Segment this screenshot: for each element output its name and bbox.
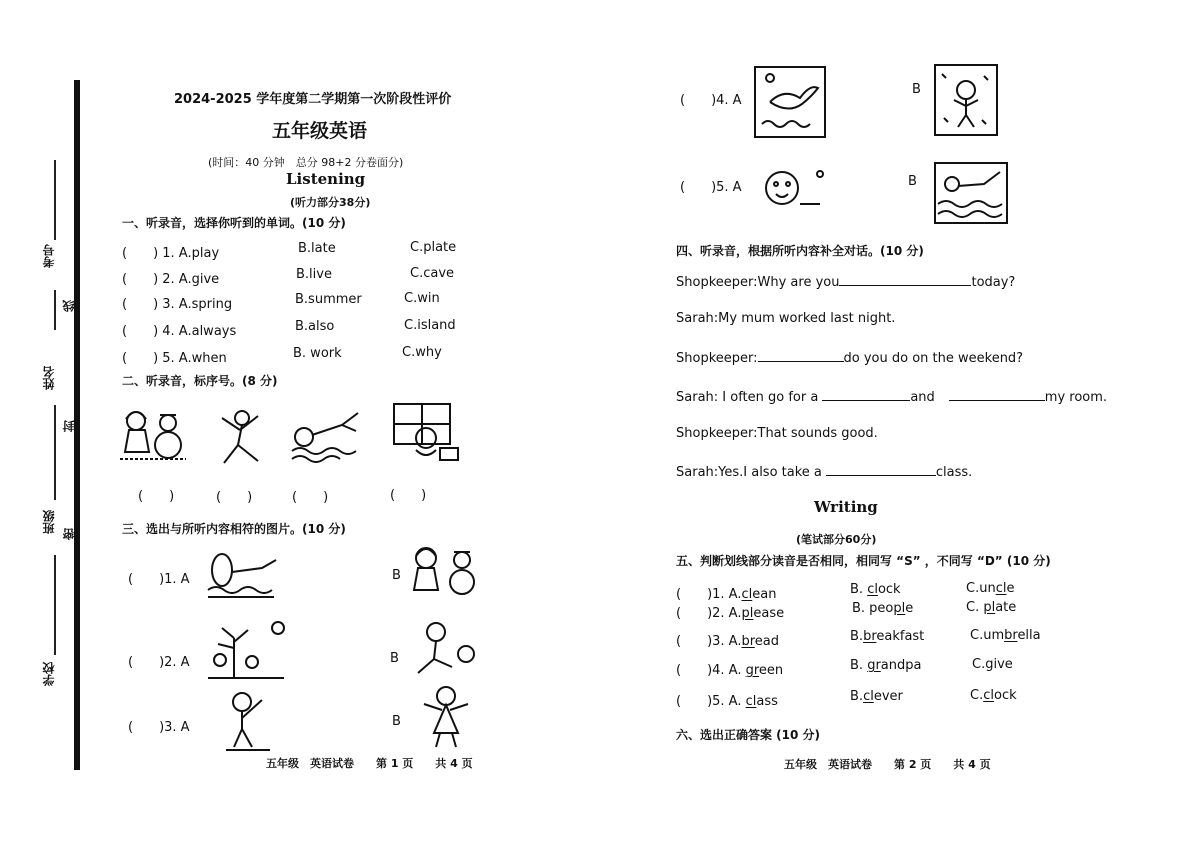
q-option-c: C.give	[972, 657, 1013, 672]
answer-blank[interactable]	[839, 273, 971, 286]
q-number: ( )5. A. class	[676, 694, 778, 709]
kids-snowman-picture	[118, 403, 188, 465]
q-option-b: B. people	[852, 601, 914, 616]
q-option-b: B. work	[293, 346, 342, 361]
q-number: ( )4. A. green	[676, 663, 784, 678]
q-option-b: B.breakfast	[850, 629, 925, 644]
section-2-title: 二、听录音，标序号。(8 分)	[122, 374, 278, 388]
dialogue-line: Sarah:My mum worked last night.	[676, 311, 896, 326]
page-footer-2: 五年级 英语试卷 第 2 页 共 4 页	[784, 758, 991, 771]
q-option-a: ( )3. A	[128, 720, 190, 735]
writing-heading: Writing	[814, 498, 878, 516]
seal-line-char: 线	[62, 300, 76, 312]
answer-bracket: ( )	[390, 488, 427, 503]
boy-at-window-picture	[390, 402, 464, 466]
section-6-title: 六、选出正确答案 (10 分)	[676, 728, 821, 742]
kid-in-leaves-picture	[934, 64, 998, 136]
eating-boy-picture	[754, 164, 828, 216]
exam-title: 2024-2025 学年度第二学期第一次阶段性评价	[174, 92, 452, 107]
class-label: 班级	[42, 510, 56, 534]
binding-line	[54, 405, 56, 500]
dialogue-line: Shopkeeper: do you do on the weekend?	[676, 351, 1024, 366]
dancing-girl-picture	[420, 684, 472, 750]
subject-title: 五年级英语	[272, 120, 368, 142]
bird-picture	[754, 66, 826, 138]
q-option-c: C.cave	[410, 266, 455, 281]
q-option-b: B	[908, 174, 917, 189]
answer-blank[interactable]	[949, 388, 1045, 401]
answer-blank[interactable]	[758, 349, 844, 362]
secret-char: 密	[62, 528, 76, 540]
q-option-a: ( )5. A	[680, 180, 742, 195]
kids-planting-picture	[204, 618, 288, 682]
q-option-a: ( ) 2. A.give	[122, 272, 220, 287]
q-number: ( )3. A.bread	[676, 634, 780, 649]
q-option-b: B	[912, 82, 921, 97]
q-option-c: C.plate	[410, 240, 457, 255]
writing-note: (笔试部分60分)	[796, 533, 877, 546]
answer-blank[interactable]	[826, 463, 936, 476]
q-option-b: B.clever	[850, 689, 903, 704]
swimming-picture	[290, 405, 362, 463]
diving-boy-picture	[934, 162, 1008, 224]
swimming-picture	[204, 550, 280, 600]
listening-heading: Listening	[286, 170, 366, 188]
dialogue-line: Shopkeeper:Why are you today?	[676, 275, 1016, 290]
listening-note: (听力部分38分)	[290, 196, 371, 209]
q-option-c: C.island	[404, 318, 456, 333]
q-option-c: C.clock	[970, 688, 1017, 703]
section-3-title: 三、选出与所听内容相符的图片。(10 分)	[122, 522, 346, 536]
q-option-b: B	[392, 714, 401, 729]
q-option-c: C. plate	[966, 600, 1017, 615]
dialogue-line: Sarah: I often go for a and my room.	[676, 390, 1108, 405]
binding-line	[54, 290, 56, 330]
q-option-a: ( ) 5. A.when	[122, 351, 227, 366]
page-footer-1: 五年级 英语试卷 第 1 页 共 4 页	[266, 757, 473, 770]
seal-char: 封	[62, 420, 76, 432]
q-option-c: C.umbrella	[970, 628, 1041, 643]
q-option-b: B	[392, 568, 401, 583]
name-label: 姓名	[42, 366, 56, 390]
q-number: ( )2. A.please	[676, 606, 785, 621]
section-5-title: 五、判断划线部分读音是否相同，相同写 “S” ，不同写 “D” (10 分)	[676, 554, 1051, 568]
dialogue-line: Sarah:Yes.I also take a class.	[676, 465, 973, 480]
exercise-picture	[212, 408, 272, 468]
q-option-a: ( )4. A	[680, 93, 742, 108]
q-option-b: B.also	[295, 319, 335, 334]
dialogue-line: Shopkeeper:That sounds good.	[676, 426, 878, 441]
kicking-ball-picture	[406, 618, 478, 680]
section-1-title: 一、听录音，选择你听到的单词。(10 分)	[122, 216, 346, 230]
boy-with-bat-picture	[220, 690, 276, 752]
exam-number-label: 考号	[42, 244, 56, 268]
q-option-c: C.uncle	[966, 581, 1015, 596]
exam-meta: (时间：40 分钟 总分 98+2 分卷面分)	[208, 156, 404, 169]
q-option-a: ( ) 3. A.spring	[122, 297, 233, 312]
q-option-c: C.win	[404, 291, 440, 306]
q-option-b: B.late	[298, 241, 336, 256]
answer-blank[interactable]	[822, 388, 910, 401]
q-option-b: B. grandpa	[850, 658, 922, 673]
q-option-a: ( ) 1. A.play	[122, 246, 220, 261]
q-option-a: ( ) 4. A.always	[122, 324, 237, 339]
q-number: ( )1. A.clean	[676, 587, 777, 602]
q-option-b: B. clock	[850, 582, 901, 597]
q-option-a: ( )2. A	[128, 655, 190, 670]
binding-line	[54, 160, 56, 240]
section-4-title: 四、听录音，根据所听内容补全对话。(10 分)	[676, 244, 924, 258]
school-label: 学校	[42, 662, 56, 686]
q-option-a: ( )1. A	[128, 572, 190, 587]
kids-snowman-picture	[404, 540, 486, 598]
answer-bracket: ( )	[216, 490, 253, 505]
q-option-b: B.summer	[295, 292, 362, 307]
answer-bracket: ( )	[292, 490, 329, 505]
answer-bracket: ( )	[138, 489, 175, 504]
q-option-b: B.live	[296, 267, 332, 282]
q-option-b: B	[390, 651, 399, 666]
q-option-c: C.why	[402, 345, 442, 360]
binding-line	[54, 555, 56, 655]
